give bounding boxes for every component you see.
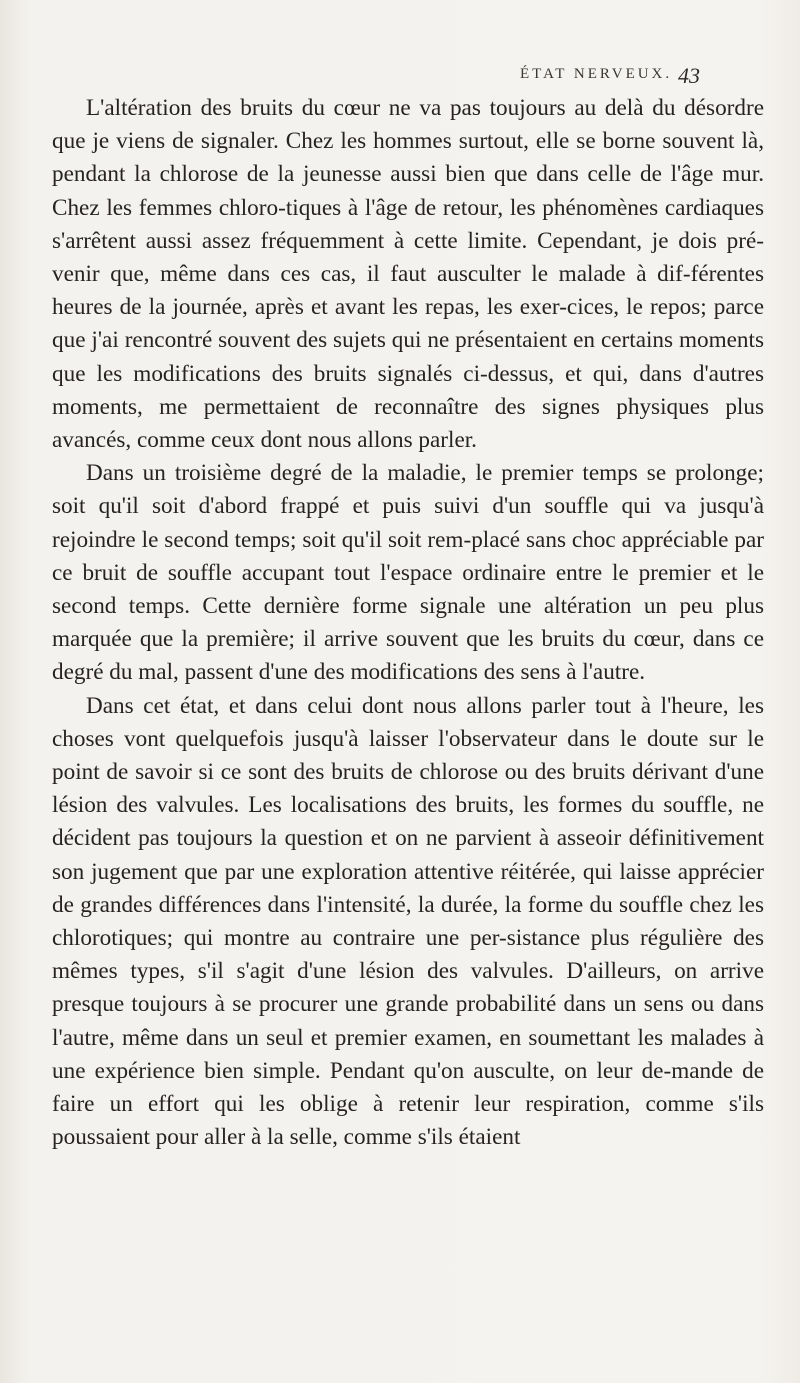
page-number: 43 <box>678 63 700 88</box>
running-head: ÉTAT NERVEUX. <box>520 66 673 82</box>
body-text <box>52 92 764 1155</box>
page-header <box>520 63 720 90</box>
paragraph-3: Dans cet état, et dans celui dont nous allons parler tout à l'heure, les choses vont quelquefois jusqu'à laisser l'observateur dans le doute sur le point de savoir si ce sont des bruits de chlorose ou des bruits dérivant d'une lésion des valvules. Les localisations des bruits, les formes du souffle, ne décident pas toujours la question et on ne parvient à asseoir définitivement son jugement que par une exploration attentive réitérée, qui laisse apprécier de grandes différences dans l'intensité, la durée, la forme du souffle chez les chlorotiques; qui montre au contraire une per-sistance plus régulière des mêmes types, s'il s'agit d'une lésion des valvules. D'ailleurs, on arrive presque toujours à se procurer une grande probabilité dans un sens ou dans l'autre, même dans un seul et premier examen, en soumettant les malades à une expérience bien simple. Pendant qu'on ausculte, on leur de-mande de faire un effort qui les oblige à retenir leur respiration, comme s'ils poussaient pour aller à la selle, comme s'ils étaient <box>52 692 764 1151</box>
paragraph-1: L'altération des bruits du cœur ne va pas toujours au delà du désordre que je viens de signaler. Chez les hommes surtout, elle se borne souvent là, pendant la chlorose de la jeunesse aussi bien que dans celle de l'âge mur. Chez les femmes chloro-tiques à l'âge de retour, les phénomènes cardiaques s'arrêtent aussi assez fréquemment à cette limite. Cependant, je dois pré-venir que, même dans ces cas, il faut ausculter le malade à dif-férentes heures de la journée, après et avant les repas, les exer-cices, le repos; parce que j'ai rencontré souvent des sujets qui ne présentaient en certains moments que les modifications des bruits signalés ci-dessus, et qui, dans d'autres moments, me permettaient de reconnaître des signes physiques plus avancés, comme ceux dont nous allons parler. <box>52 95 764 454</box>
paragraph-2: Dans un troisième degré de la maladie, le premier temps se prolonge; soit qu'il soit d'abord frappé et puis suivi d'un souffle qui va jusqu'à rejoindre le second temps; soit qu'il soit rem-placé sans choc appréciable par ce bruit de souffle accupant tout l'espace ordinaire entre le premier et le second temps. Cette dernière forme signale une altération un peu plus marquée que la première; il arrive souvent que les bruits du cœur, dans ce degré du mal, passent d'une des modifications des sens à l'autre. <box>52 460 764 686</box>
